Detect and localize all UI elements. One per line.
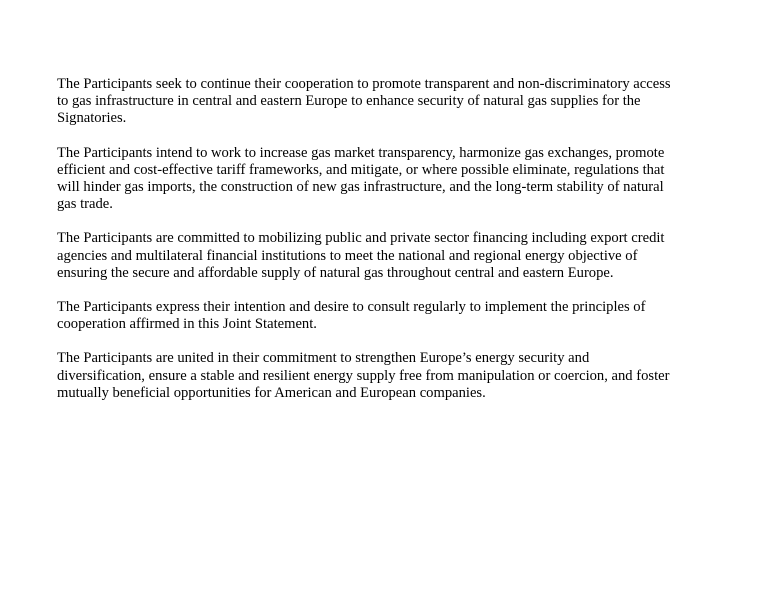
text-line: agencies and multilateral financial institutions to meet the national and regional energy objective of — [57, 247, 638, 264]
text-line: The Participants are committed to mobilizing public and private sector financing including export credit — [57, 230, 665, 247]
text-line: The Participants intend to work to increase gas market transparency, harmonize gas exchanges, promote — [57, 144, 665, 161]
paragraph-market-transparency — [57, 145, 697, 214]
document-body — [57, 76, 697, 419]
text-line: will hinder gas imports, the construction of new gas infrastructure, and the long-term stability of natural — [57, 179, 664, 196]
paragraph-energy-security — [57, 350, 697, 402]
text-line: gas trade. — [57, 196, 113, 213]
text-line: The Participants express their intention and desire to consult regularly to implement the principles of — [57, 299, 646, 316]
text-line: The Participants are united in their commitment to strengthen Europe’s energy security and — [57, 350, 590, 367]
text-line: Signatories. — [57, 110, 127, 127]
text-line: diversification, ensure a stable and resilient energy supply free from manipulation or coercion, and foster — [57, 367, 670, 384]
text-line: efficient and cost-effective tariff frameworks, and mitigate, or where possible eliminate, regulations that — [57, 161, 665, 178]
paragraph-financing — [57, 230, 697, 282]
text-line: cooperation affirmed in this Joint Statement. — [57, 316, 317, 333]
text-line: to gas infrastructure in central and eastern Europe to enhance security of natural gas supplies for the — [57, 93, 641, 110]
text-line: ensuring the secure and affordable supply of natural gas throughout central and eastern Europe. — [57, 264, 614, 281]
paragraph-cooperation — [57, 76, 697, 128]
paragraph-consultation — [57, 299, 697, 333]
text-line: The Participants seek to continue their cooperation to promote transparent and non-discriminatory access — [57, 76, 671, 92]
text-line: mutually beneficial opportunities for American and European companies. — [57, 384, 486, 401]
